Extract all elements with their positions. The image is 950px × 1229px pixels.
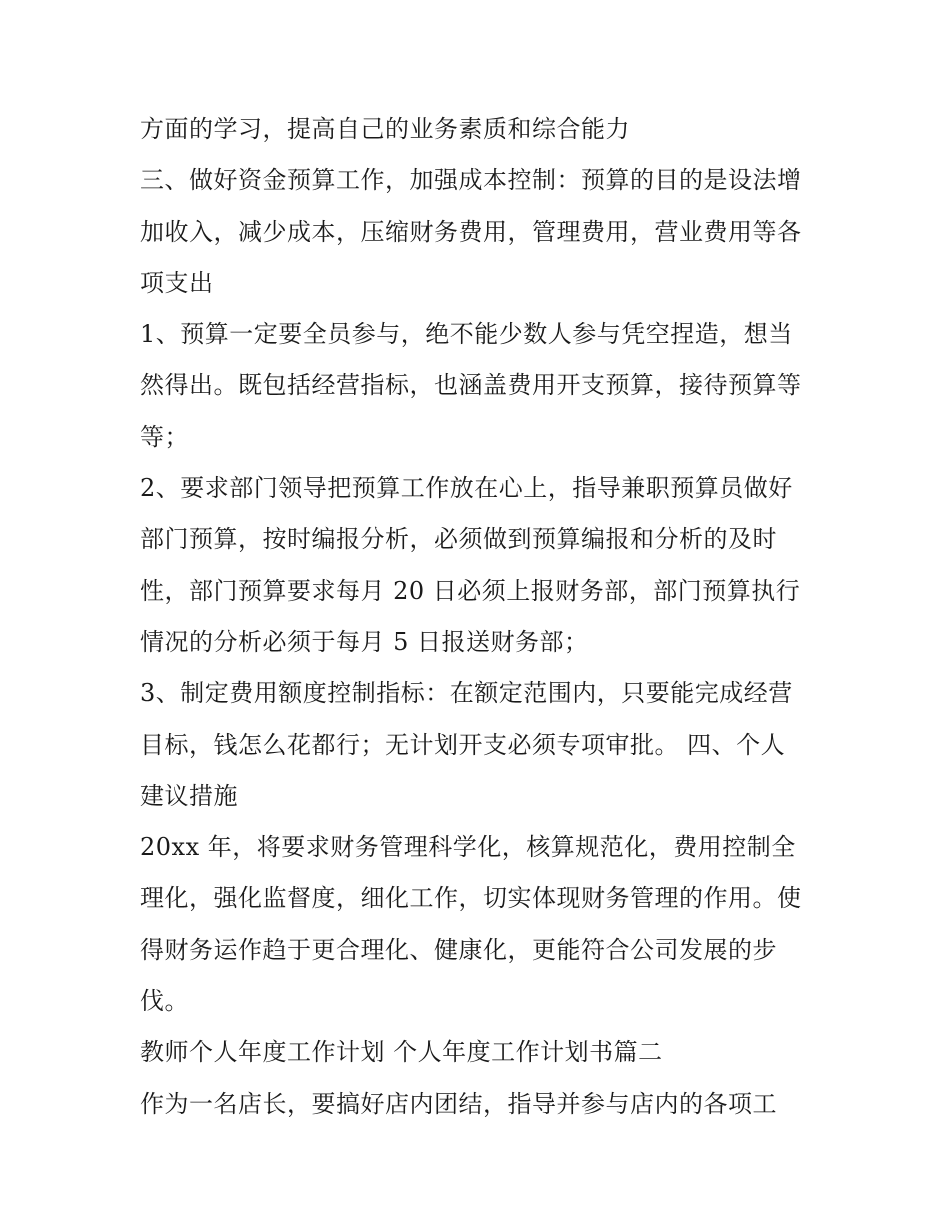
text-line: 然得出。既包括经营指标，也涵盖费用开支预算，接待预算等 [140,371,802,400]
text-line: 1、预算一定要全员参与，绝不能少数人参与凭空捏造，想当 [140,320,793,349]
text-line: 伐。 [140,987,189,1016]
text-line: 理化，强化监督度，细化工作，切实体现财务管理的作用。使 [140,884,802,913]
text-line: 作为一名店长，要搞好店内团结，指导并参与店内的各项工 [140,1089,777,1118]
text-line: 方面的学习，提高自己的业务素质和综合能力 [140,115,630,143]
text-line: 三、做好资金预算工作，加强成本控制：预算的目的是设法增 [140,166,802,195]
text-line: 20xx 年，将要求财务管理科学化，核算规范化，费用控制全 [140,833,796,862]
text-line: 性，部门预算要求每月 20 日必须上报财务部，部门预算执行 [140,576,801,605]
text-line: 3、制定费用额度控制指标：在额定范围内，只要能完成经营 [140,679,793,708]
text-line: 项支出 [140,268,214,297]
text-line: 2、要求部门领导把预算工作放在心上，指导兼职预算员做好 [140,474,793,503]
document-body [140,104,820,1130]
text-line: 等； [140,422,189,451]
text-line: 情况的分析必须于每月 5 日报送财务部； [140,627,589,656]
text-line: 得财务运作趋于更合理化、健康化，更能符合公司发展的步 [140,935,777,964]
section-title: 教师个人年度工作计划 个人年度工作计划书篇二 [140,1038,663,1067]
text-line: 部门预算，按时编报分析，必须做到预算编报和分析的及时 [140,525,777,554]
text-line: 建议措施 [140,781,238,810]
text-line: 目标，钱怎么花都行；无计划开支必须专项审批。 四、个人 [140,730,786,759]
text-line: 加收入，减少成本，压缩财务费用，管理费用，营业费用等各 [140,217,802,246]
